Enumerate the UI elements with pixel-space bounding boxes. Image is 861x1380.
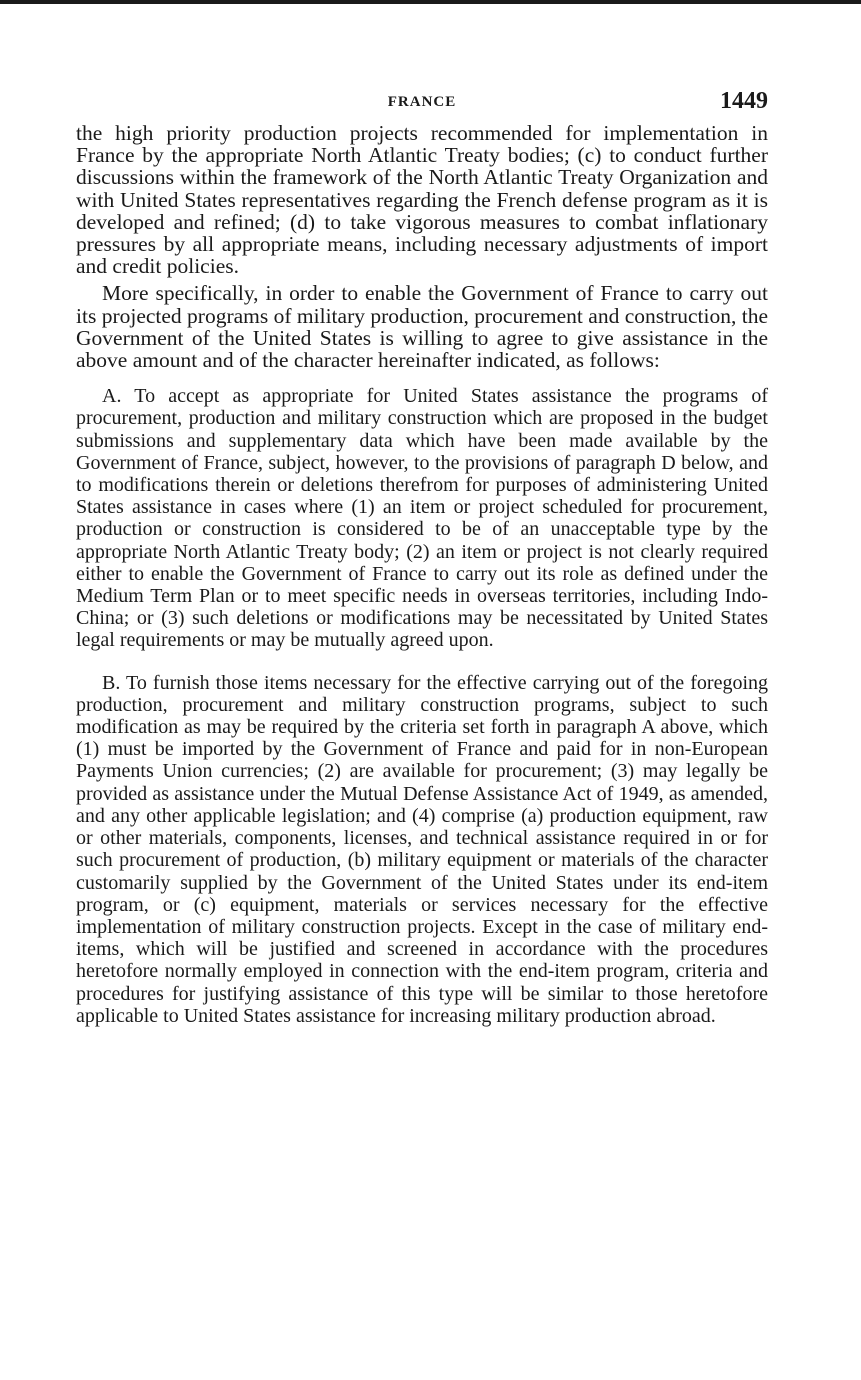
paragraph-a: A. To accept as appropriate for United States assistance the programs of procurement, production and military construction which are proposed in the budget submissions and supplementary data which have been made available by the Government of France, subject, however, to the provisions of paragraph D below, and to modifications therein or deletions therefrom for purposes of administering United States assistance in cases where (1) an item or project scheduled for procurement, production or construction is considered to be of an unacceptable type by the appropriate North Atlantic Treaty body; (2) an item or project is not clearly required either to enable the Government of France to carry out its role as defined under the Medium Term Plan or to meet specific needs in overseas territories, including Indo-China; or (3) such deletions or modifications may be necessitated by United States legal requirements or may be mutually agreed upon. [76, 385, 768, 652]
body-text [76, 122, 768, 371]
paragraph-continuation: the high priority production projects recommended for implementation in France by the appropriate North Atlantic Treaty bodies; (c) to conduct further discussions within the framework of the North Atlantic Treaty Organization and with United States representatives regarding the French defense program as it is developed and refined; (d) to take vigorous measures to combat inflationary pressures by all appropriate means, including necessary adjustments of import and credit policies. [76, 121, 768, 279]
enumerated-provisions [76, 385, 768, 1027]
top-border-rule [0, 0, 861, 4]
document-page [76, 88, 768, 1047]
paragraph-more-specifically: More specifically, in order to enable the Government of France to carry out its projected programs of military production, procurement and construction, the Government of the United States is willing to agree to give assistance in the above amount and of the character hereinafter indicated, as follows: [76, 281, 768, 373]
page-number: 1449 [720, 88, 768, 114]
running-head [76, 88, 768, 122]
running-head-title: FRANCE [387, 94, 457, 110]
paragraph-b: B. To furnish those items necessary for the effective carrying out of the foregoing production, procurement and military construction programs, subject to such modification as may be required by the criteria set forth in paragraph A above, which (1) must be imported by the Government of France and paid for in non-European Payments Union currencies; (2) are available for procurement; (3) may legally be provided as assistance under the Mutual Defense Assistance Act of 1949, as amended, and any other applicable legislation; and (4) comprise (a) production equipment, raw or other materials, components, licenses, and technical assistance required in or for such procurement of production, (b) military equipment or materials of the character customarily supplied by the Government of the United States under its end-item program, or (c) equipment, materials or services necessary for the effective implementation of military construction projects. Except in the case of military end-items, which will be justified and screened in accordance with the procedures heretofore normally employed in connection with the end-item program, criteria and procedures for justifying assistance of this type will be similar to those heretofore applicable to United States assistance for increasing military production abroad. [76, 671, 768, 1027]
